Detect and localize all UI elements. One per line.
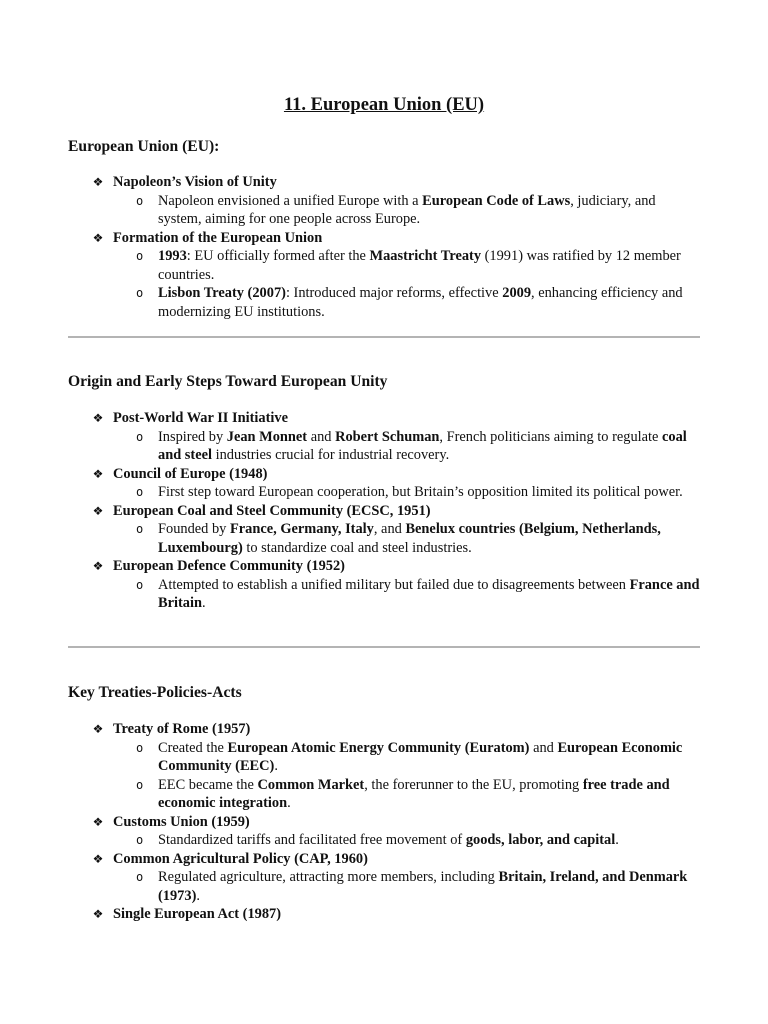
body-text: (1991) was ratified by 12 member countries. bbox=[158, 248, 681, 283]
body-text: . bbox=[615, 832, 619, 848]
body-text: EEC became the bbox=[158, 776, 258, 793]
diamond-bullet-icon: ❖ bbox=[92, 722, 104, 736]
emphasis-text: Lisbon Treaty (2007) bbox=[158, 285, 286, 301]
body-text: Created the bbox=[158, 739, 228, 756]
body-text: . bbox=[274, 758, 278, 774]
circle-bullet-icon: o bbox=[136, 429, 144, 444]
sub-item bbox=[0, 247, 768, 284]
body-text: : Introduced major reforms, effective bbox=[285, 285, 503, 301]
sub-item bbox=[0, 192, 768, 229]
emphasis-text: coal and steel bbox=[158, 428, 687, 463]
section-divider bbox=[68, 336, 700, 338]
diamond-bullet-icon: ❖ bbox=[92, 175, 104, 189]
body-text: Inspired by bbox=[158, 428, 227, 445]
body-text: , enhancing efficiency and modernizing EU institutions. bbox=[158, 285, 683, 320]
body-text: industries crucial for industrial recovery. bbox=[211, 447, 450, 463]
diamond-bullet-icon: ❖ bbox=[92, 230, 104, 245]
body-text: . bbox=[196, 887, 200, 904]
body-text: , and bbox=[373, 521, 406, 537]
list-item bbox=[0, 557, 768, 576]
list-item bbox=[0, 229, 768, 248]
section-divider bbox=[68, 646, 700, 648]
body-text: , French politicians aiming to regulate bbox=[439, 428, 663, 445]
emphasis-text: Common Market bbox=[257, 776, 365, 793]
list-item bbox=[0, 173, 768, 192]
emphasis-text: Benelux countries (Belgium, Netherlands, Luxembourg) bbox=[158, 521, 661, 556]
section-body bbox=[0, 409, 768, 613]
diamond-bullet-icon: ❖ bbox=[92, 466, 104, 481]
list-item-label: Council of Europe (1948) bbox=[113, 465, 268, 482]
sub-item bbox=[0, 428, 768, 465]
emphasis-text: European Code of Laws bbox=[422, 192, 571, 209]
section-body bbox=[0, 720, 768, 924]
emphasis-text: Maastricht Treaty bbox=[369, 248, 482, 264]
body-text: : EU officially formed after the bbox=[186, 248, 370, 264]
emphasis-text: free trade and economic integration bbox=[158, 776, 670, 811]
emphasis-text: Britain, Ireland, and Denmark (1973) bbox=[158, 869, 688, 904]
emphasis-text: 1993 bbox=[158, 248, 187, 264]
emphasis-text: European Atomic Energy Community (Euratom) bbox=[227, 739, 530, 756]
list-item bbox=[0, 502, 768, 521]
body-text: Regulated agriculture, attracting more members, including bbox=[158, 869, 499, 885]
circle-bullet-icon: o bbox=[136, 577, 144, 592]
sub-item bbox=[0, 520, 768, 557]
emphasis-text: Jean Monnet bbox=[226, 428, 308, 445]
body-text: Founded by bbox=[158, 521, 230, 537]
body-text: Napoleon envisioned a unified Europe with a bbox=[158, 192, 423, 209]
circle-bullet-icon: o bbox=[136, 777, 144, 792]
list-item-label: Napoleon’s Vision of Unity bbox=[113, 174, 277, 190]
emphasis-text: 2009 bbox=[502, 285, 532, 301]
list-item-label: Common Agricultural Policy (CAP, 1960) bbox=[113, 850, 368, 867]
list-item bbox=[0, 409, 768, 428]
list-item-label: Formation of the European Union bbox=[113, 229, 323, 246]
diamond-bullet-icon: ❖ bbox=[92, 851, 104, 866]
sub-item bbox=[0, 776, 768, 813]
section-heading-eu: European Union (EU): bbox=[68, 138, 220, 155]
list-item bbox=[0, 905, 768, 924]
emphasis-text: France, Germany, Italy bbox=[229, 521, 374, 537]
sub-item bbox=[0, 739, 768, 776]
list-item-label: Single European Act (1987) bbox=[113, 906, 282, 922]
body-text: . bbox=[287, 795, 291, 811]
diamond-bullet-icon: ❖ bbox=[92, 503, 104, 518]
circle-bullet-icon: o bbox=[136, 522, 144, 536]
body-text: Standardized tariffs and facilitated free movement of bbox=[158, 832, 466, 848]
sub-item bbox=[0, 868, 768, 905]
diamond-bullet-icon: ❖ bbox=[92, 411, 104, 425]
list-item bbox=[0, 465, 768, 484]
circle-bullet-icon: o bbox=[136, 286, 144, 300]
list-item-label: Post-World War II Initiative bbox=[113, 410, 288, 426]
list-item-label: European Coal and Steel Community (ECSC, 1951) bbox=[113, 502, 431, 519]
body-text: and bbox=[307, 428, 336, 445]
emphasis-text: European Economic Community (EEC) bbox=[158, 739, 683, 774]
section-heading-origin: Origin and Early Steps Toward European Unity bbox=[68, 373, 388, 390]
section-body bbox=[0, 173, 768, 321]
list-item-label: Customs Union (1959) bbox=[113, 813, 250, 830]
sub-item bbox=[0, 284, 768, 321]
body-text: , the forerunner to the EU, promoting bbox=[364, 776, 583, 793]
body-text: Attempted to establish a unified military but failed due to disagreements between bbox=[158, 576, 630, 593]
body-text: and bbox=[529, 739, 558, 756]
diamond-bullet-icon: ❖ bbox=[92, 814, 104, 829]
circle-bullet-icon: o bbox=[136, 485, 144, 499]
circle-bullet-icon: o bbox=[136, 833, 144, 847]
body-text: to standardize coal and steel industries. bbox=[242, 539, 472, 556]
list-item bbox=[0, 813, 768, 832]
circle-bullet-icon: o bbox=[136, 870, 144, 884]
section-heading-treaties: Key Treaties-Policies-Acts bbox=[68, 684, 242, 701]
list-item bbox=[0, 850, 768, 869]
diamond-bullet-icon: ❖ bbox=[92, 559, 104, 573]
list-item-label: European Defence Community (1952) bbox=[113, 558, 345, 574]
body-text: . bbox=[201, 595, 206, 611]
circle-bullet-icon: o bbox=[136, 740, 144, 755]
body-text: First step toward European cooperation, but Britain’s opposition limited its political power. bbox=[158, 484, 683, 500]
emphasis-text: goods, labor, and capital bbox=[465, 832, 616, 848]
body-text: , judiciary, and system, aiming for one people across Europe. bbox=[158, 192, 656, 227]
page-title: 11. European Union (EU) bbox=[283, 95, 485, 115]
sub-item bbox=[0, 483, 768, 502]
sub-item bbox=[0, 576, 768, 613]
list-item bbox=[0, 720, 768, 739]
circle-bullet-icon: o bbox=[136, 193, 144, 208]
emphasis-text: Robert Schuman bbox=[335, 428, 440, 445]
list-item-label: Treaty of Rome (1957) bbox=[113, 721, 251, 737]
circle-bullet-icon: o bbox=[136, 249, 144, 263]
diamond-bullet-icon: ❖ bbox=[92, 907, 104, 921]
sub-item bbox=[0, 831, 768, 850]
emphasis-text: France and Britain bbox=[158, 576, 700, 611]
